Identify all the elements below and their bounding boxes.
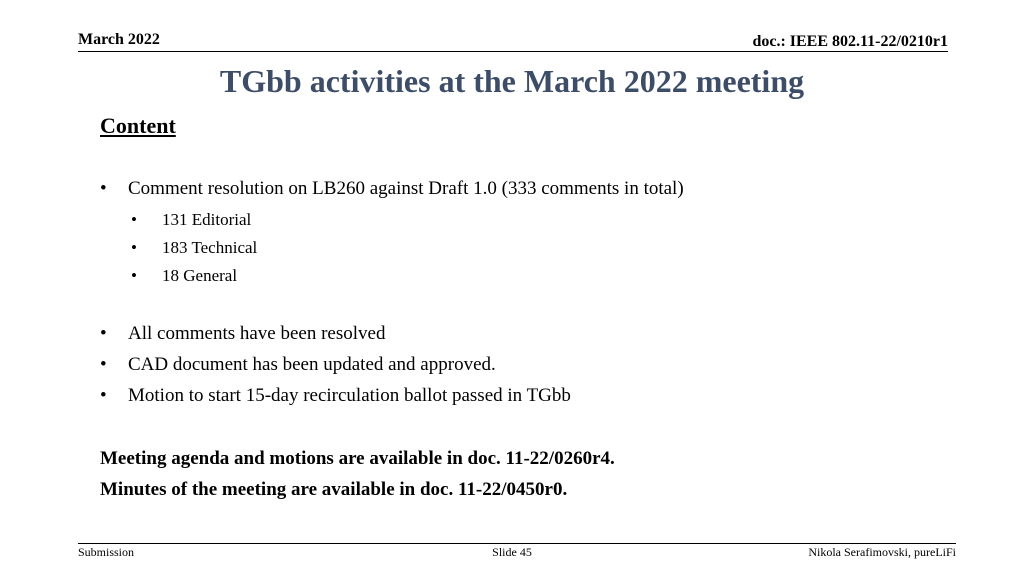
header-date: March 2022 xyxy=(78,31,160,48)
sub-bullet-text: 131 Editorial xyxy=(162,210,252,229)
footer-submission: Submission xyxy=(78,545,135,559)
slide-title: TGbb activities at the March 2022 meeting xyxy=(219,63,805,99)
sub-bullet-item xyxy=(131,238,257,258)
bullet-text: Comment resolution on LB260 against Draft 1.0 (333 comments in total) xyxy=(128,178,684,199)
slide-number: Slide 45 xyxy=(492,545,532,559)
footer-author: Nikola Serafimovski, pureLiFi xyxy=(808,545,956,559)
bullet-item xyxy=(100,178,684,200)
bullet-item xyxy=(100,323,385,345)
bullet-marker: • xyxy=(100,323,107,344)
minutes-note: Minutes of the meeting are available in doc. 11-22/0450r0. xyxy=(100,479,568,500)
bullet-text: CAD document has been updated and approved. xyxy=(128,354,496,375)
sub-bullet-item xyxy=(131,210,251,230)
sub-bullet-marker: • xyxy=(131,210,137,229)
bullet-text: Motion to start 15-day recirculation ballot passed in TGbb xyxy=(128,385,571,406)
agenda-note: Meeting agenda and motions are available in doc. 11-22/0260r4. xyxy=(100,448,615,469)
sub-bullet-marker: • xyxy=(131,266,137,285)
bullet-marker: • xyxy=(100,385,107,406)
sub-bullet-text: 18 General xyxy=(162,266,238,285)
bullet-text: All comments have been resolved xyxy=(128,323,386,344)
bullet-item xyxy=(100,354,496,376)
bullet-item xyxy=(100,385,571,407)
content-heading: Content xyxy=(100,113,176,138)
sub-bullet-item xyxy=(131,266,237,286)
bullet-marker: • xyxy=(100,178,107,199)
sub-bullet-marker: • xyxy=(131,238,137,257)
bullet-marker: • xyxy=(100,354,107,375)
header-doc-number: doc.: IEEE 802.11-22/0210r1 xyxy=(752,33,948,50)
header-divider xyxy=(78,51,948,52)
sub-bullet-text: 183 Technical xyxy=(162,238,258,257)
footer-divider xyxy=(78,543,956,544)
